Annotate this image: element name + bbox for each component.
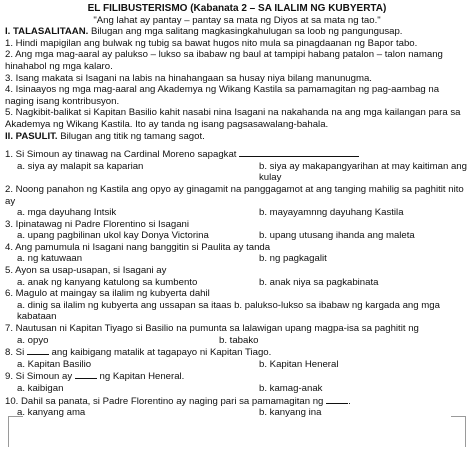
option-b[interactable]: b. siya ay makapangyarihan at may kaitiman ang kulay xyxy=(259,160,467,184)
quiz-options xyxy=(5,300,469,323)
page-corner-left xyxy=(8,416,23,447)
part2-heading: II. PASULIT. xyxy=(5,130,58,142)
quiz-question: 4. Ang pamumula ni Isagani nang banggitin si Paulita ay tanda xyxy=(5,241,271,253)
option-a[interactable]: a. anak ng kanyang katulong sa kumbento xyxy=(17,276,198,288)
part1-instruction: Bilugan ang mga salitang magkasingkahulugan sa loob ng pangungusap. xyxy=(88,26,403,38)
quiz-question: 6. Magulo at maingay sa ilalim ng kubyerta dahil xyxy=(5,288,210,300)
question-text: 9. Si Simoun ay xyxy=(5,371,75,383)
option-b[interactable]: b. anak niya sa pagkabinata xyxy=(259,276,379,288)
option-a[interactable]: a. upang pagbilinan ukol kay Donya Victorina xyxy=(17,230,209,242)
part2-instruction: Bilugan ang titik ng tamang sagot. xyxy=(57,130,205,142)
page-corner-right xyxy=(451,416,466,447)
quiz-options xyxy=(5,407,469,419)
quiz-options xyxy=(5,335,469,347)
option-b[interactable]: b. tabako xyxy=(219,334,259,346)
vocab-item: 3. Isang makata si Isagani na labis na hinahangaan sa husay niya bilang manunugma. xyxy=(5,72,372,84)
question-text: 8. Si xyxy=(5,347,27,359)
option-a[interactable]: a. dinig sa ilalim ng kubyerta ang ussapan sa itaas xyxy=(17,299,232,311)
option-b[interactable]: b. Kapitan Heneral xyxy=(259,358,339,370)
quiz-options xyxy=(5,230,469,242)
quiz-options xyxy=(5,253,469,265)
answer-blank xyxy=(239,148,359,157)
option-a[interactable]: a. kaibigan xyxy=(17,383,64,394)
worksheet-quote: "Ang lahat ay pantay – pantay sa mata ng Diyos at sa mata ng tao." xyxy=(93,14,381,26)
option-b[interactable]: b. palukso-lukso sa ibabaw ng kargada ang mga kabataan xyxy=(17,299,440,323)
vocab-item: 1. Hindi mapigilan ang bulwak ng tubig sa bawat hugos nito mula sa pinagdaanan ng Bapor tabo. xyxy=(5,37,418,49)
option-b[interactable]: b. upang utusang ihanda ang maleta xyxy=(259,230,415,242)
quiz-question: 2. Noong panahon ng Kastila ang opyo ay ginagamit na panggagamot at ang tanging mahilig sa paghitit nito ay xyxy=(5,183,464,207)
part1-heading-line xyxy=(5,26,469,38)
quiz-options xyxy=(5,207,469,219)
option-b[interactable]: b. kamag-anak xyxy=(259,383,323,394)
quiz-question xyxy=(5,148,469,161)
quiz-question: 3. Ipinatawag ni Padre Florentino si Isagani xyxy=(5,218,189,230)
quiz-question xyxy=(5,395,469,408)
quiz-options xyxy=(5,383,469,395)
option-b[interactable]: b. ng pagkagalit xyxy=(259,253,327,265)
vocab-item: 2. Ang mga mag-aaral ay palukso – lukso sa ibabaw ng baul at tampipi habang patalon – talon namang hinahabol ng mga kalaro. xyxy=(5,49,443,72)
quiz-options xyxy=(5,277,469,289)
worksheet xyxy=(5,3,469,419)
option-a[interactable]: a. Kapitan Basilio xyxy=(17,358,92,370)
part2-heading-line xyxy=(5,131,469,143)
quiz-question xyxy=(5,346,469,359)
option-a[interactable]: a. opyo xyxy=(17,334,49,346)
vocab-item: 4. Isinaayos ng mga mag-aaral ang Akademya ng Wikang Kastila sa pamamagitan ng pag-aambag na naging isang kontribusyon. xyxy=(5,84,440,107)
answer-blank xyxy=(27,346,49,355)
quiz-question: 5. Ayon sa usap-usapan, si Isagani ay xyxy=(5,265,167,277)
quiz-question xyxy=(5,370,469,383)
question-text: 1. Si Simoun ay tinawag na Cardinal Moreno sapagkat xyxy=(5,149,237,161)
part1-heading: I. TALASALITAAN. xyxy=(5,26,89,38)
worksheet-title: EL FILIBUSTERISMO (Kabanata 2 – SA ILALIM NG KUBYERTA) xyxy=(87,3,387,14)
option-a[interactable]: a. siya ay malapit sa kaparian xyxy=(17,160,144,172)
question-text: ng Kapitan Heneral. xyxy=(96,371,185,383)
option-a[interactable]: a. mga dayuhang Intsik xyxy=(17,207,117,219)
option-a[interactable]: a. kanyang ama xyxy=(17,407,86,419)
quiz-options xyxy=(5,161,469,184)
quiz-options xyxy=(5,359,469,371)
option-b[interactable]: b. mayayamnng dayuhang Kastila xyxy=(259,207,404,219)
question-text: ang kaibigang matalik at tagapayo ni Kapitan Tiago. xyxy=(48,347,272,359)
question-text: 10. Dahil sa panata, si Padre Florentino ay naging pari sa pamamagitan ng xyxy=(5,395,327,407)
question-text: . xyxy=(348,395,351,407)
answer-blank xyxy=(326,395,348,404)
option-a[interactable]: a. ng katuwaan xyxy=(17,253,83,265)
quiz-question: 7. Nautusan ni Kapitan Tiyago si Basilio na pumunta sa lalawigan upang magpa-isa sa paghitit ng xyxy=(5,323,419,335)
vocab-item: 5. Nagkibit-balikat si Kapitan Basilio kahit nasabi nina Isagani na nakahanda na ang mga kailangan para sa Akademya ng Wikang Kastila. Ito ay tanda ng isang pagsasawalang-bahala. xyxy=(5,107,461,130)
option-b[interactable]: b. kanyang ina xyxy=(259,407,322,419)
answer-blank xyxy=(75,370,97,379)
